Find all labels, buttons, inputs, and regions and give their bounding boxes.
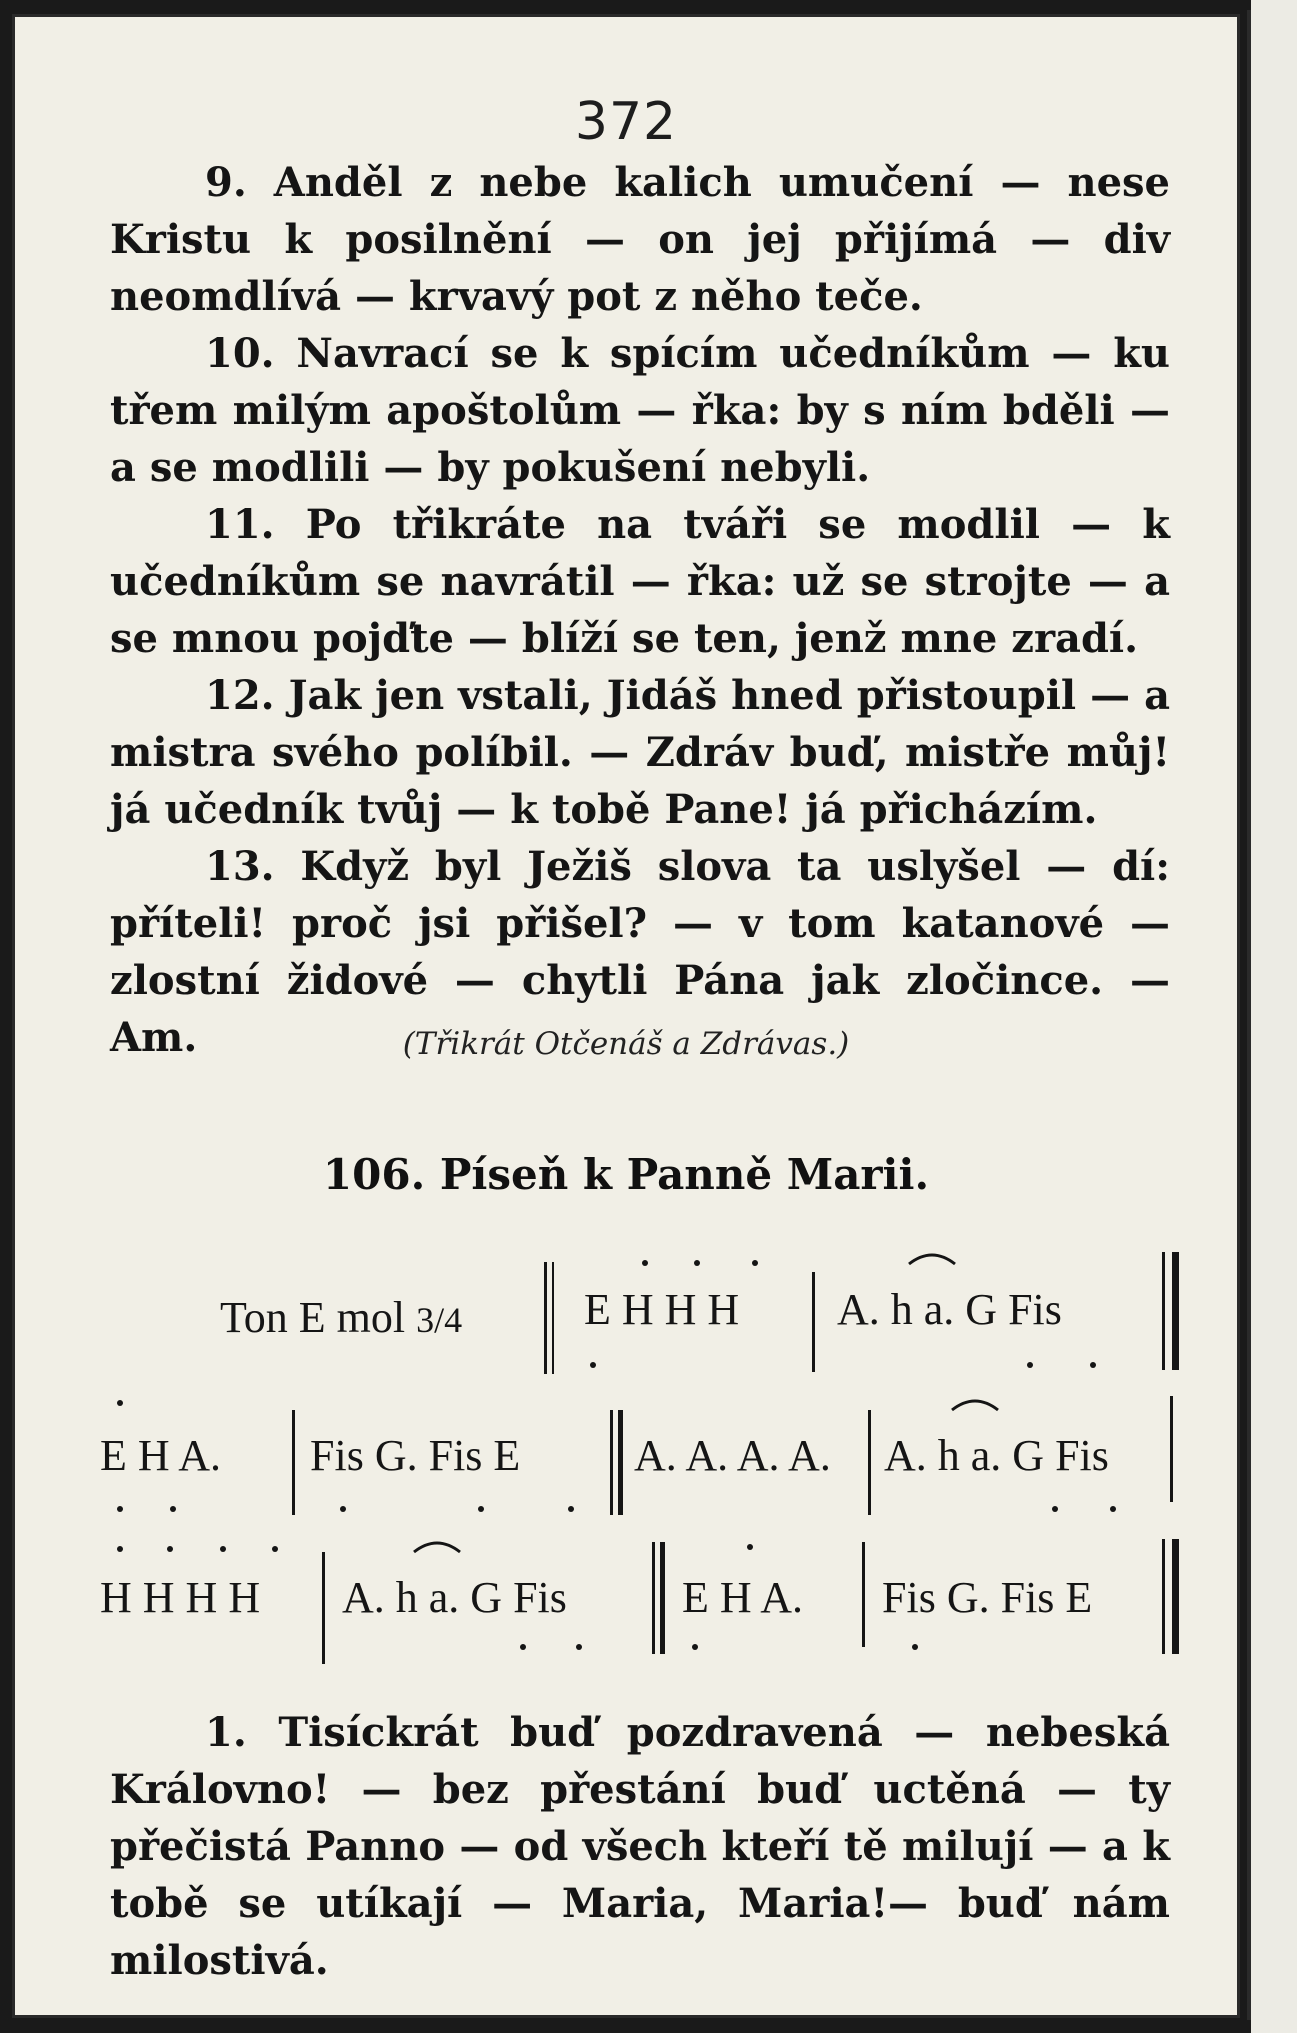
note-dot bbox=[576, 1644, 582, 1650]
music-measure: H H H H bbox=[100, 1573, 261, 1622]
hymn-verse-1: 1. Tisíckrát buď pozdravená — nebeská Královno! — bez přestání buď uctěná — ty přečistá Panno — od všech kteří tě milují — a k tobě se utíkají — Maria, Maria!— buď nám milostivá. bbox=[110, 1709, 1170, 1984]
final-bar bbox=[1172, 1252, 1179, 1370]
slur-arc bbox=[412, 1534, 462, 1556]
note-dot bbox=[642, 1260, 648, 1266]
measure-bar bbox=[610, 1410, 613, 1515]
rubric-note: (Třikrát Otčenáš a Zdrávas.) bbox=[402, 1026, 850, 1062]
music-measure: A. h a. G Fis bbox=[884, 1431, 1109, 1480]
measure-bar bbox=[618, 1410, 623, 1515]
music-measure: Fis G. Fis E bbox=[310, 1431, 521, 1480]
hymn-heading bbox=[12, 1150, 1240, 1199]
note-dot bbox=[117, 1546, 123, 1552]
note-dot bbox=[340, 1506, 346, 1512]
note-dot bbox=[912, 1644, 918, 1650]
page-number: 372 bbox=[574, 92, 678, 152]
note-dot bbox=[1027, 1362, 1033, 1368]
verse-13: 13. Když byl Ježiš slova ta uslyšel — dí: příteli! proč jsi přišel? — v tom katanové — zlostní židové — chytli Pána jak zločince. — Am. bbox=[110, 843, 1170, 1061]
music-measure: E H A. bbox=[100, 1431, 221, 1480]
final-bar bbox=[1162, 1539, 1165, 1654]
music-measure: E H H H bbox=[584, 1285, 740, 1334]
verses-bottom bbox=[110, 1704, 1170, 1989]
verse-9: 9. Anděl z nebe kalich umučení — nese Kristu k posilnění — on jej přijímá — div neomdlívá — krvavý pot z něho teče. bbox=[110, 159, 1170, 320]
note-dot bbox=[117, 1506, 123, 1512]
hymn-title: Píseň k Panně Marii. bbox=[439, 1150, 930, 1199]
tone-indicator bbox=[220, 1292, 462, 1343]
time-signature: 3/4 bbox=[416, 1300, 463, 1340]
music-measure: A. A. A. A. bbox=[634, 1431, 831, 1480]
measure-bar bbox=[660, 1542, 665, 1654]
note-dot bbox=[478, 1506, 484, 1512]
hymn-number: 106. bbox=[322, 1150, 426, 1199]
final-bar bbox=[1172, 1539, 1179, 1654]
measure-bar bbox=[812, 1272, 815, 1372]
measure-bar bbox=[862, 1542, 865, 1647]
music-measure: A. h a. G Fis bbox=[342, 1573, 567, 1622]
measure-bar bbox=[1170, 1396, 1173, 1502]
measure-bar bbox=[322, 1552, 325, 1664]
adjacent-page-edge bbox=[1251, 0, 1297, 2033]
music-measure: E H A. bbox=[682, 1573, 803, 1622]
note-dot bbox=[694, 1260, 700, 1266]
measure-bar bbox=[292, 1410, 295, 1515]
note-dot bbox=[520, 1644, 526, 1650]
note-dot bbox=[1110, 1506, 1116, 1512]
note-dot bbox=[1090, 1362, 1096, 1368]
note-dot bbox=[117, 1400, 123, 1406]
note-dot bbox=[272, 1546, 278, 1552]
book-page bbox=[12, 14, 1240, 2018]
measure-bar bbox=[868, 1410, 871, 1515]
verse-12: 12. Jak jen vstali, Jidáš hned přistoupil — a mistra svého políbil. — Zdráv buď, mistře můj! já učedník tvůj — k tobě Pane! já přicházím. bbox=[110, 672, 1170, 833]
measure-bar bbox=[552, 1262, 554, 1374]
verse-10: 10. Navrací se k spícím učedníkům — ku třem milým apoštolům — řka: by s ním bděli — a se modlili — by pokušení nebyli. bbox=[110, 330, 1170, 491]
music-measure: Fis G. Fis E bbox=[882, 1573, 1093, 1622]
verses-top bbox=[110, 154, 1170, 1066]
note-dot bbox=[1052, 1506, 1058, 1512]
note-dot bbox=[752, 1260, 758, 1266]
final-bar bbox=[1162, 1252, 1165, 1370]
note-dot bbox=[167, 1546, 173, 1552]
music-measure: A. h a. G Fis bbox=[837, 1285, 1062, 1334]
note-dot bbox=[747, 1544, 753, 1550]
note-dot bbox=[692, 1644, 698, 1650]
note-dot bbox=[590, 1362, 596, 1368]
slur-arc bbox=[950, 1392, 1000, 1414]
note-dot bbox=[170, 1506, 176, 1512]
measure-bar bbox=[652, 1542, 655, 1654]
note-dot bbox=[220, 1546, 226, 1552]
slur-arc bbox=[907, 1246, 957, 1268]
note-dot bbox=[568, 1506, 574, 1512]
measure-bar bbox=[544, 1262, 547, 1374]
verse-11: 11. Po třikráte na tváři se modlil — k učedníkům se navrátil — řka: už se strojte — a se mnou pojďte — blíží se ten, jenž mne zradí. bbox=[110, 501, 1170, 662]
tone-label: Ton E mol bbox=[220, 1293, 406, 1342]
